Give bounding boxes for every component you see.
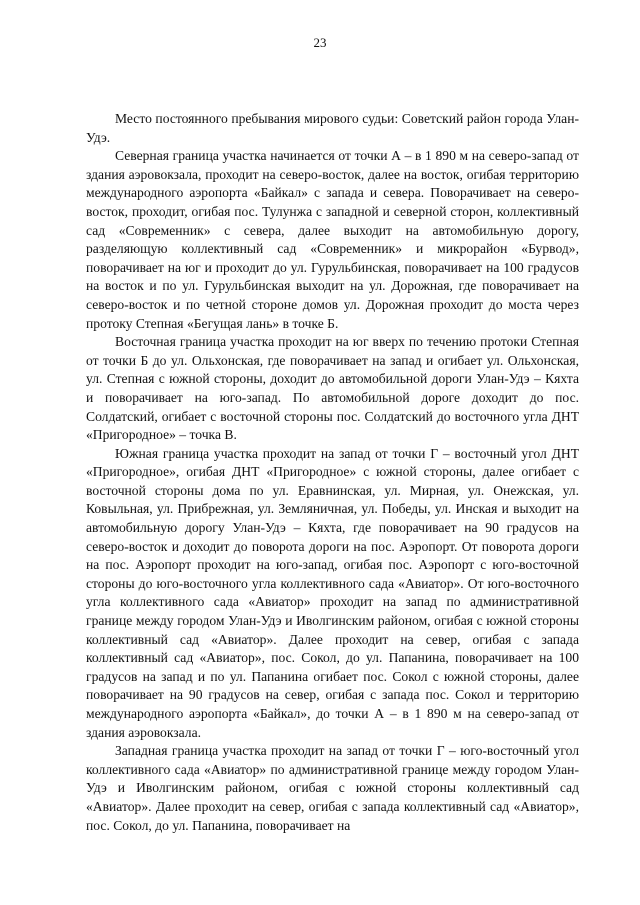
paragraph-western-border: Западная граница участка проходит на запад от точки Г – юго-восточный угол коллективного сада «Авиатор» по административной границе между городом Улан-Удэ и Иволгинским районом, огибая с южной стороны коллективный сад «Авиатор». Далее проходит на север, огибая с запада коллективный сад «Авиатор», пос. Сокол, до ул. Папанина, поворачивает на [86, 743, 579, 833]
body-text [86, 110, 579, 835]
paragraph-southern-border: Южная граница участка проходит на запад от точки Г – восточный угол ДНТ «Пригородное», огибая ДНТ «Пригородное» с южной стороны, далее огибает с восточной стороны дома по ул. Еравнинская, ул. Мирная, ул. Онежская, ул. Ковыльная, ул. Прибрежная, ул. Земляничная, ул. Победы, ул. Инская и выходит на автомобильную дорогу Улан-Удэ – Кяхта, где поворачивает на 90 градусов на северо-восток и доходит до поворота дороги на пос. Аэропорт. От поворота дороги на пос. Аэропорт проходит на юго-запад, огибая пос. Аэропорт с юго-восточной стороны до юго-восточного угла коллективного сада «Авиатор». От юго-восточного угла коллективного сада «Авиатор» проходит на запад по административной границе между городом Улан-Удэ и Иволгинским районом, огибая с южной стороны коллективный сад «Авиатор». Далее проходит на север, огибая с запада коллективный сад «Авиатор», пос. Сокол, до ул. Папанина, поворачивает на 100 градусов на запад и по ул. Папанина огибает пос. Сокол с южной стороны, далее поворачивает на 90 градусов на север, огибая с запада пос. Сокол и территорию международного аэропорта «Байкал», до точки А – в 1 890 м на северо-запад от здания аэровокзала. [86, 445, 579, 740]
paragraph-northern-border: Северная граница участка начинается от точки А – в 1 890 м на северо-запад от здания аэровокзала, проходит на северо-восток, далее на восток, огибая территорию международного аэропорта «Байкал» с запада и севера. Поворачивает на северо-восток, проходит, огибая пос. Тулунжа с западной и северной сторон, коллективный сад «Современник» с севера, далее выходит на автомобильную дорогу, разделяющую коллективный сад «Современник» и микрорайон «Бурвод», поворачивает на юг и проходит до ул. Гурульбинская, поворачивает на 100 градусов на восток и по ул. Гурульбинская выходит на ул. Дорожная, где поворачивает на северо-восток и по четной стороне домов ул. Дорожная проходит до моста через протоку Степная «Бегущая лань» в точке Б. [86, 148, 579, 331]
paragraph-location: Место постоянного пребывания мирового судьи: Советский район города Улан-Удэ. [86, 111, 579, 145]
page-number: 23 [313, 35, 327, 50]
paragraph-eastern-border: Восточная граница участка проходит на юг вверх по течению протоки Степная от точки Б до ул. Ольхонская, где поворачивает на запад и огибает ул. Ольхонская, ул. Степная с южной стороны, доходит до автомобильной дороги Улан-Удэ – Кяхта и поворачивает на юго-запад. По автомобильной дороге доходит до пос. Солдатский, огибает с восточной стороны пос. Солдатский до восточного угла ДНТ «Пригородное» – точка В. [86, 334, 579, 443]
